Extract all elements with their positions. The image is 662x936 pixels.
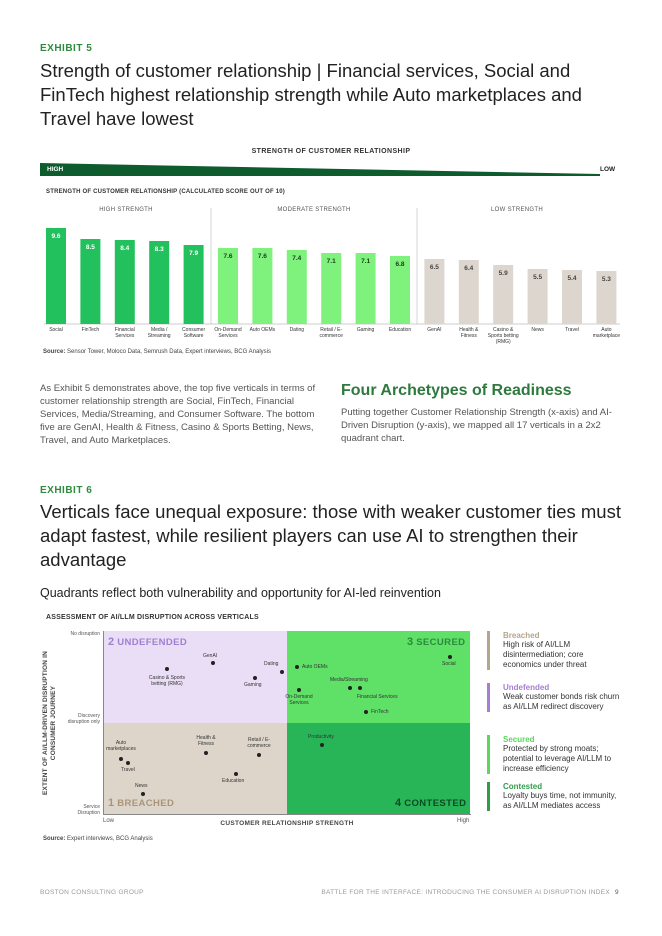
point-gaming (253, 676, 257, 680)
bar-value-gaming: 7.1 (361, 258, 371, 265)
group-label-low-strength: LOW STRENGTH (491, 207, 543, 213)
label-genai: GenAI (203, 653, 218, 659)
bar-value-auto-oems: 7.6 (257, 253, 267, 260)
bar-value-fintech: 8.5 (85, 244, 95, 251)
bar-label-retail-e-commerce: Retail / E-commerce (319, 327, 343, 339)
bar-value-education: 6.8 (395, 261, 405, 268)
q2-title (108, 636, 187, 648)
point-media-streaming-a (348, 686, 352, 690)
bar-value-on-demand-services: 7.6 (223, 253, 233, 260)
legend-secured (487, 735, 622, 774)
strength-wedge (40, 161, 620, 177)
bar-label-social: Social (49, 327, 63, 333)
bar-label-auto-marketplace: Auto marketplace (592, 327, 620, 339)
bar-label-gaming: Gaming (356, 327, 375, 333)
point-news (141, 792, 145, 796)
point-social (448, 655, 452, 659)
legend-desc-undefended: Weak customer bonds risk churn as AI/LLM redirect discovery (503, 692, 620, 711)
q1-name: BREACHED (117, 798, 175, 809)
bar-value-retail-e-commerce: 7.1 (326, 258, 336, 265)
group-label-moderate-strength: MODERATE STRENGTH (277, 207, 351, 213)
scale-high-label: HIGH (47, 166, 64, 173)
label-on-demand: On-Demand Services (285, 694, 313, 706)
strength-gradient-wedge (40, 163, 600, 176)
archetypes-paragraph: Putting together Customer Relationship Strength (x-axis) and AI-Driven Disruption (y-axis), we mapped all 17 verticals in a 2x2 quadrant chart. (341, 407, 612, 444)
legend-undefended (487, 683, 622, 712)
q3-number: 3 (407, 636, 414, 648)
exhibit-5-title: Strength of customer relationship | Financial services, Social and FinTech highest relationship strength while Auto marketplaces and Travel have lowest (40, 60, 582, 129)
scale-low-label: LOW (600, 166, 616, 173)
source-text-6: Expert interviews, BCG Analysis (67, 836, 153, 842)
assessment-title: ASSESSMENT OF AI/LLM DISRUPTION ACROSS VERTICALS (46, 614, 259, 621)
legend-desc-breached: High risk of AI/LLM disintermediation; core economics under threat (503, 640, 587, 669)
bar-value-dating: 7.4 (292, 255, 302, 262)
point-productivity (320, 743, 324, 747)
q1-number: 1 (108, 797, 115, 809)
left-paragraph: As Exhibit 5 demonstrates above, the top five verticals in terms of customer relationship strength are Social, FinTech, Financial Services, Media/Streaming, and Consumer Software. The bottom five are GenAI, Health & Fitness, Casino & Sports Betting, News, Travel, and Auto Marketplaces. (40, 383, 316, 446)
bar-label-casino-sports-betting-rmg: Casino & Sports betting (RMG) (487, 327, 519, 345)
label-productivity: Productivity (308, 734, 334, 740)
label-social: Social (442, 661, 456, 667)
legend-contested (487, 782, 622, 811)
label-education: Education (222, 778, 245, 784)
label-gaming: Gaming (244, 682, 262, 688)
legend-title-undefended: Undefended (503, 683, 550, 692)
point-dating (280, 670, 284, 674)
y-label-service: Service Disruption (77, 804, 100, 816)
x-axis-title: CUSTOMER RELATIONSHIP STRENGTH (220, 820, 354, 827)
bar-media-streaming (149, 241, 169, 324)
bar-label-financial-services: Financial Services (114, 327, 135, 339)
archetypes-title: Four Archetypes of Readiness (341, 382, 572, 399)
label-auto-marketplaces: Auto marketplaces (106, 740, 136, 752)
point-on-demand (297, 688, 301, 692)
bar-label-fintech: FinTech (81, 327, 100, 333)
bar-value-social: 9.6 (51, 233, 61, 240)
label-retail: Retail / E-commerce (247, 737, 271, 749)
page-number: 9 (615, 889, 619, 896)
bar-label-consumer-software: Consumer Software (182, 327, 206, 339)
q2-name: UNDEFENDED (117, 637, 188, 648)
q3-name: SECURED (416, 637, 466, 648)
exhibit-6-title: Verticals face unequal exposure: those with weaker customer ties must adapt fastest, while resilient players can use AI to strengthen their advantage (40, 501, 621, 570)
bar-value-auto-marketplace: 5.3 (601, 276, 611, 283)
source-label: Source: (43, 349, 66, 355)
bar-label-on-demand-services: On-Demand Services (214, 327, 242, 339)
bar-value-financial-services: 8.4 (120, 245, 130, 252)
label-dating: Dating (264, 661, 279, 667)
exhibit-5-label: EXHIBIT 5 (40, 43, 93, 54)
x-axis-line (103, 814, 471, 815)
exhibit-6-label: EXHIBIT 6 (40, 485, 93, 496)
y-label-no-disruption: No disruption (70, 631, 100, 637)
exhibit-6-subtitle: Quadrants reflect both vulnerability and opportunity for AI-led reinvention (40, 586, 441, 600)
exhibit-5-source (43, 349, 271, 355)
bar-value-genai: 6.5 (429, 264, 439, 271)
point-auto-oems (295, 665, 299, 669)
label-casino: Casino & Sports betting (RMG) (148, 675, 186, 687)
legend-desc-secured: Protected by strong moats; potential to leverage AI/LLM to increase efficiency (503, 744, 612, 773)
label-fintech: FinTech (371, 709, 389, 715)
point-auto-marketplaces (119, 757, 123, 761)
point-health (204, 751, 208, 755)
point-fintech (364, 710, 368, 714)
bar-value-news: 5.5 (533, 274, 543, 281)
legend-desc-contested: Loyalty buys time, not immunity, as AI/LLM mediates access (503, 791, 617, 810)
label-financial: Financial Services (357, 694, 398, 700)
point-education (234, 772, 238, 776)
q4-number: 4 (395, 797, 402, 809)
label-news: News (135, 783, 148, 789)
y-axis-title: EXTENT OF AI/LLM-DRIVEN DISRUPTION IN CONSUMER JOURNEY (42, 650, 57, 796)
bar-social (46, 228, 66, 324)
bar-value-travel: 5.4 (567, 275, 577, 282)
label-travel: Travel (121, 767, 135, 773)
footer-left: BOSTON CONSULTING GROUP (40, 889, 144, 896)
q4-title (395, 797, 466, 809)
q3-title (407, 636, 465, 648)
bar-label-genai: GenAI (427, 327, 442, 333)
chart-subtitle: STRENGTH OF CUSTOMER RELATIONSHIP (CALCULATED SCORE OUT OF 10) (46, 189, 285, 195)
y-label-discovery: Discovery disruption only (67, 713, 100, 725)
point-retail (257, 753, 261, 757)
bar-value-health-fitness: 6.4 (464, 265, 474, 272)
bar-label-travel: Travel (565, 327, 579, 333)
bar-label-news: News (531, 327, 544, 333)
x-label-low: Low (103, 818, 115, 824)
q2-number: 2 (108, 636, 115, 648)
scale-title: STRENGTH OF CUSTOMER RELATIONSHIP (251, 148, 411, 155)
bar-label-auto-oems: Auto OEMs (249, 327, 276, 333)
bar-value-media-streaming: 8.3 (154, 246, 164, 253)
bar-label-education: Education (388, 327, 412, 333)
bar-fintech (80, 239, 100, 324)
footer-right: BATTLE FOR THE INTERFACE: INTRODUCING THE CONSUMER AI DISRUPTION INDEX (321, 889, 610, 896)
point-media-streaming-b (358, 686, 362, 690)
bar-financial-services (115, 240, 135, 324)
q1-title (108, 797, 174, 809)
point-casino (165, 667, 169, 671)
x-label-high: High (457, 818, 470, 824)
legend-title-breached: Breached (503, 631, 540, 640)
point-genai (211, 661, 215, 665)
label-health: Health & Fitness (196, 735, 216, 747)
source-text: Sensor Tower, Moloco Data, Semrush Data, Expert interviews, BCG Analysis (67, 349, 271, 355)
bar-value-casino-sports-betting-rmg: 5.9 (498, 270, 508, 277)
bar-label-health-fitness: Health & Fitness (459, 327, 479, 339)
group-label-high-strength: HIGH STRENGTH (99, 207, 153, 213)
exhibit-6-source (43, 836, 153, 842)
legend-title-secured: Secured (503, 735, 535, 744)
y-axis-line (103, 631, 104, 815)
point-travel (126, 761, 130, 765)
source-label-6: Source: (43, 836, 66, 842)
label-auto-oems: Auto OEMs (302, 664, 328, 670)
legend-title-contested: Contested (503, 782, 543, 791)
bar-label-media-streaming: Media / Streaming (147, 327, 171, 339)
bar-value-consumer-software: 7.9 (189, 250, 199, 257)
label-media: Media/Streaming (330, 677, 368, 683)
bar-label-dating: Dating (289, 327, 305, 333)
legend-breached (487, 631, 622, 670)
q4-name: CONTESTED (404, 798, 467, 809)
bar-chart (0, 200, 662, 330)
